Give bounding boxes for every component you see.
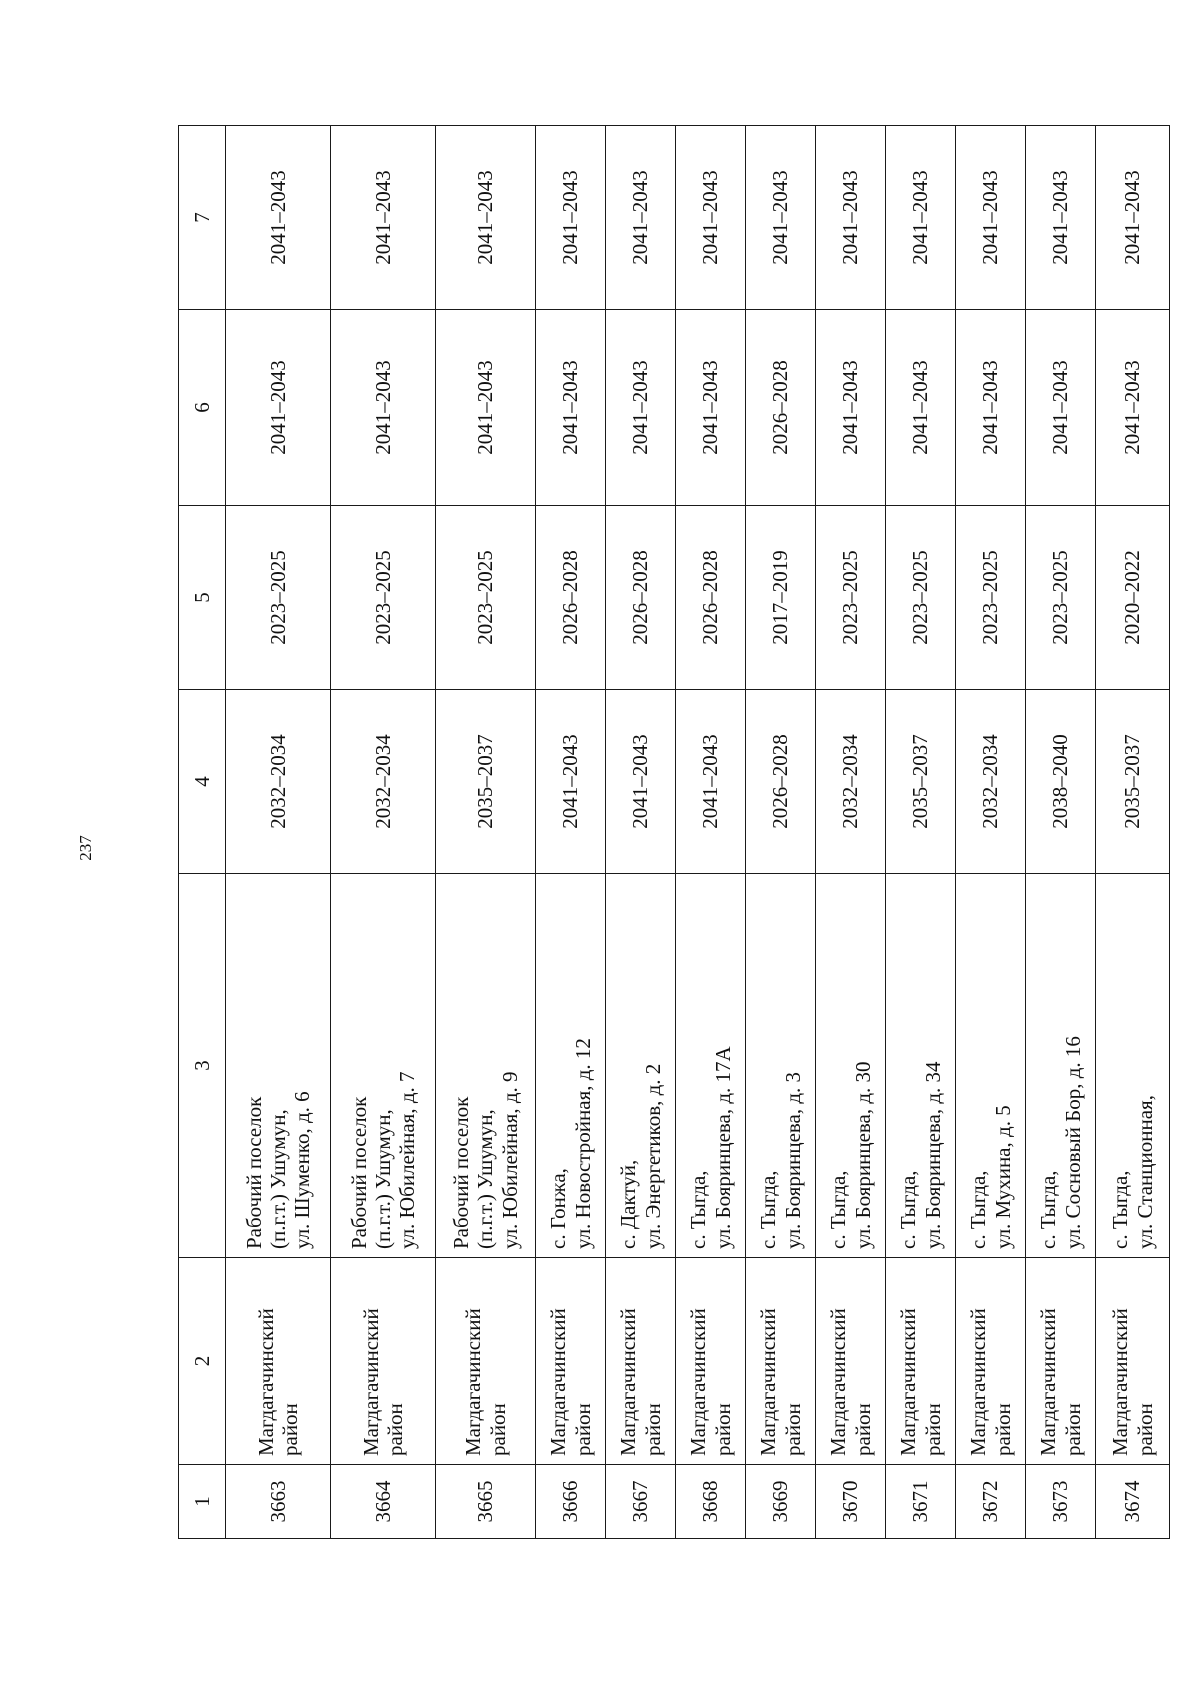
district-line: Магдагачинский — [826, 1308, 851, 1456]
address-line: ул. Юбилейная, д. 7 — [395, 1071, 420, 1249]
address-cell — [226, 874, 331, 1258]
period-col-5: 2023–2025 — [886, 506, 956, 690]
district-line: район — [710, 1403, 735, 1456]
address-cell — [1026, 874, 1096, 1258]
address-cell — [331, 874, 436, 1258]
period-col-7: 2041–2043 — [886, 126, 956, 310]
address-line: с. Тыгда, — [1036, 1170, 1061, 1249]
row-number: 3666 — [536, 1465, 606, 1539]
district-line: Магдагачинский — [1108, 1308, 1133, 1456]
address-line: с. Тыгда, — [686, 1170, 711, 1249]
district-cell — [606, 1258, 676, 1465]
district-line: Магдагачинский — [461, 1308, 486, 1456]
row-number: 3663 — [226, 1465, 331, 1539]
row-number: 3672 — [956, 1465, 1026, 1539]
period-col-6: 2041–2043 — [886, 310, 956, 506]
period-col-4: 2032–2034 — [226, 690, 331, 874]
period-col-5: 2023–2025 — [1026, 506, 1096, 690]
district-cell — [536, 1258, 606, 1465]
row-number: 3667 — [606, 1465, 676, 1539]
column-header: 1 — [179, 1465, 226, 1539]
period-col-6: 2041–2043 — [436, 310, 536, 506]
table-rotated-wrapper — [178, 126, 1157, 1539]
table-row — [886, 126, 956, 1539]
district-cell — [676, 1258, 746, 1465]
period-col-7: 2041–2043 — [956, 126, 1026, 310]
address-line: (п.г.т.) Ушумун, — [473, 1109, 498, 1249]
period-col-6: 2041–2043 — [676, 310, 746, 506]
column-header: 4 — [179, 690, 226, 874]
district-line: Магдагачинский — [896, 1308, 921, 1456]
address-line: ул. Юбилейная, д. 9 — [497, 1071, 522, 1249]
period-col-6: 2041–2043 — [606, 310, 676, 506]
table-row — [746, 126, 816, 1539]
address-cell — [536, 874, 606, 1258]
address-line: ул. Бояринцева, д. 34 — [920, 1061, 945, 1249]
table-row — [226, 126, 331, 1539]
district-line: Магдагачинский — [756, 1308, 781, 1456]
period-col-4: 2026–2028 — [746, 690, 816, 874]
row-number: 3670 — [816, 1465, 886, 1539]
address-line: с. Дактуй, — [616, 1159, 641, 1249]
period-col-5: 2026–2028 — [606, 506, 676, 690]
period-col-5: 2026–2028 — [536, 506, 606, 690]
period-col-4: 2035–2037 — [436, 690, 536, 874]
period-col-6: 2026–2028 — [746, 310, 816, 506]
address-line: с. Тыгда, — [966, 1170, 991, 1249]
row-number: 3671 — [886, 1465, 956, 1539]
period-col-7: 2041–2043 — [1096, 126, 1170, 310]
table-row — [1026, 126, 1096, 1539]
address-line: с. Тыгда, — [896, 1170, 921, 1249]
address-line: ул. Бояринцева, д. 30 — [850, 1061, 875, 1249]
period-col-7: 2041–2043 — [746, 126, 816, 310]
district-line: район — [990, 1403, 1015, 1456]
district-cell — [1026, 1258, 1096, 1465]
address-line: ул. Мухина, д. 5 — [990, 1105, 1015, 1249]
address-cell — [886, 874, 956, 1258]
district-line: Магдагачинский — [1036, 1308, 1061, 1456]
period-col-4: 2032–2034 — [331, 690, 436, 874]
table-row — [676, 126, 746, 1539]
period-col-6: 2041–2043 — [226, 310, 331, 506]
district-line: район — [570, 1403, 595, 1456]
period-col-7: 2041–2043 — [331, 126, 436, 310]
period-col-5: 2017–2019 — [746, 506, 816, 690]
address-line: (п.г.т.) Ушумун, — [265, 1109, 290, 1249]
period-col-6: 2041–2043 — [331, 310, 436, 506]
period-col-5: 2026–2028 — [676, 506, 746, 690]
period-col-7: 2041–2043 — [606, 126, 676, 310]
row-number: 3669 — [746, 1465, 816, 1539]
address-cell — [746, 874, 816, 1258]
period-col-7: 2041–2043 — [676, 126, 746, 310]
period-col-7: 2041–2043 — [1026, 126, 1096, 310]
column-header: 5 — [179, 506, 226, 690]
district-cell — [816, 1258, 886, 1465]
address-line: (п.г.т.) Ушумун, — [370, 1109, 395, 1249]
district-line: Магдагачинский — [966, 1308, 991, 1456]
district-line: Магдагачинский — [686, 1308, 711, 1456]
period-col-6: 2041–2043 — [956, 310, 1026, 506]
district-line: район — [1060, 1403, 1085, 1456]
district-cell — [746, 1258, 816, 1465]
period-col-7: 2041–2043 — [536, 126, 606, 310]
district-line: район — [1132, 1403, 1157, 1456]
address-line: ул. Бояринцева, д. 3 — [780, 1071, 805, 1249]
district-line: район — [920, 1403, 945, 1456]
address-line: Рабочий поселок — [346, 1096, 371, 1249]
table-row — [436, 126, 536, 1539]
address-line: Рабочий поселок — [241, 1096, 266, 1249]
address-line: ул. Энергетиков, д. 2 — [640, 1063, 665, 1249]
address-line: ул. Шуменко, д. 6 — [290, 1091, 315, 1249]
district-cell — [1096, 1258, 1170, 1465]
period-col-4: 2041–2043 — [676, 690, 746, 874]
period-col-6: 2041–2043 — [1096, 310, 1170, 506]
row-number: 3664 — [331, 1465, 436, 1539]
period-col-4: 2035–2037 — [886, 690, 956, 874]
period-col-5: 2020–2022 — [1096, 506, 1170, 690]
district-cell — [436, 1258, 536, 1465]
period-col-5: 2023–2025 — [331, 506, 436, 690]
period-col-4: 2038–2040 — [1026, 690, 1096, 874]
row-number: 3673 — [1026, 1465, 1096, 1539]
district-line: район — [850, 1403, 875, 1456]
period-col-7: 2041–2043 — [436, 126, 536, 310]
address-line: с. Тыгда, — [1108, 1170, 1133, 1249]
period-col-5: 2023–2025 — [436, 506, 536, 690]
address-line: с. Гонжа, — [546, 1168, 571, 1249]
district-line: Магдагачинский — [616, 1308, 641, 1456]
district-line: Магдагачинский — [546, 1308, 571, 1456]
address-line: с. Тыгда, — [826, 1170, 851, 1249]
district-cell — [226, 1258, 331, 1465]
period-col-5: 2023–2025 — [816, 506, 886, 690]
district-cell — [331, 1258, 436, 1465]
table-row — [956, 126, 1026, 1539]
period-col-4: 2035–2037 — [1096, 690, 1170, 874]
address-line: ул. Бояринцева, д. 17А — [710, 1046, 735, 1249]
address-line: ул. Сосновый Бор, д. 16 — [1060, 1036, 1085, 1249]
district-line: район — [780, 1403, 805, 1456]
period-col-7: 2041–2043 — [226, 126, 331, 310]
page-number: 237 — [76, 835, 95, 861]
district-line: Магдагачинский — [253, 1308, 278, 1456]
district-cell — [956, 1258, 1026, 1465]
period-col-6: 2041–2043 — [1026, 310, 1096, 506]
address-cell — [816, 874, 886, 1258]
row-number: 3668 — [676, 1465, 746, 1539]
period-col-4: 2032–2034 — [816, 690, 886, 874]
column-header: 2 — [179, 1258, 226, 1465]
column-number-row — [179, 126, 226, 1539]
period-col-7: 2041–2043 — [816, 126, 886, 310]
period-col-5: 2023–2025 — [956, 506, 1026, 690]
district-line: район — [278, 1403, 302, 1456]
schedule-table — [178, 125, 1170, 1539]
address-line: ул. Станционная, — [1132, 1095, 1157, 1249]
row-number: 3674 — [1096, 1465, 1170, 1539]
period-col-6: 2041–2043 — [816, 310, 886, 506]
district-line: Магдагачинский — [358, 1308, 383, 1456]
period-col-4: 2041–2043 — [536, 690, 606, 874]
address-cell — [676, 874, 746, 1258]
period-col-6: 2041–2043 — [536, 310, 606, 506]
address-line: ул. Новостройная, д. 12 — [570, 1038, 595, 1249]
row-number: 3665 — [436, 1465, 536, 1539]
table-row — [606, 126, 676, 1539]
address-line: Рабочий поселок — [449, 1096, 474, 1249]
table-row — [816, 126, 886, 1539]
period-col-4: 2041–2043 — [606, 690, 676, 874]
table-row — [1096, 126, 1170, 1539]
table-row — [536, 126, 606, 1539]
column-header: 7 — [179, 126, 226, 310]
district-line: район — [383, 1403, 407, 1456]
address-cell — [606, 874, 676, 1258]
address-cell — [956, 874, 1026, 1258]
address-cell — [1096, 874, 1170, 1258]
district-line: район — [485, 1403, 510, 1456]
address-line: с. Тыгда, — [756, 1170, 781, 1249]
table-row — [331, 126, 436, 1539]
period-col-5: 2023–2025 — [226, 506, 331, 690]
column-header: 3 — [179, 874, 226, 1258]
column-header: 6 — [179, 310, 226, 506]
district-line: район — [640, 1403, 665, 1456]
district-cell — [886, 1258, 956, 1465]
period-col-4: 2032–2034 — [956, 690, 1026, 874]
address-cell — [436, 874, 536, 1258]
